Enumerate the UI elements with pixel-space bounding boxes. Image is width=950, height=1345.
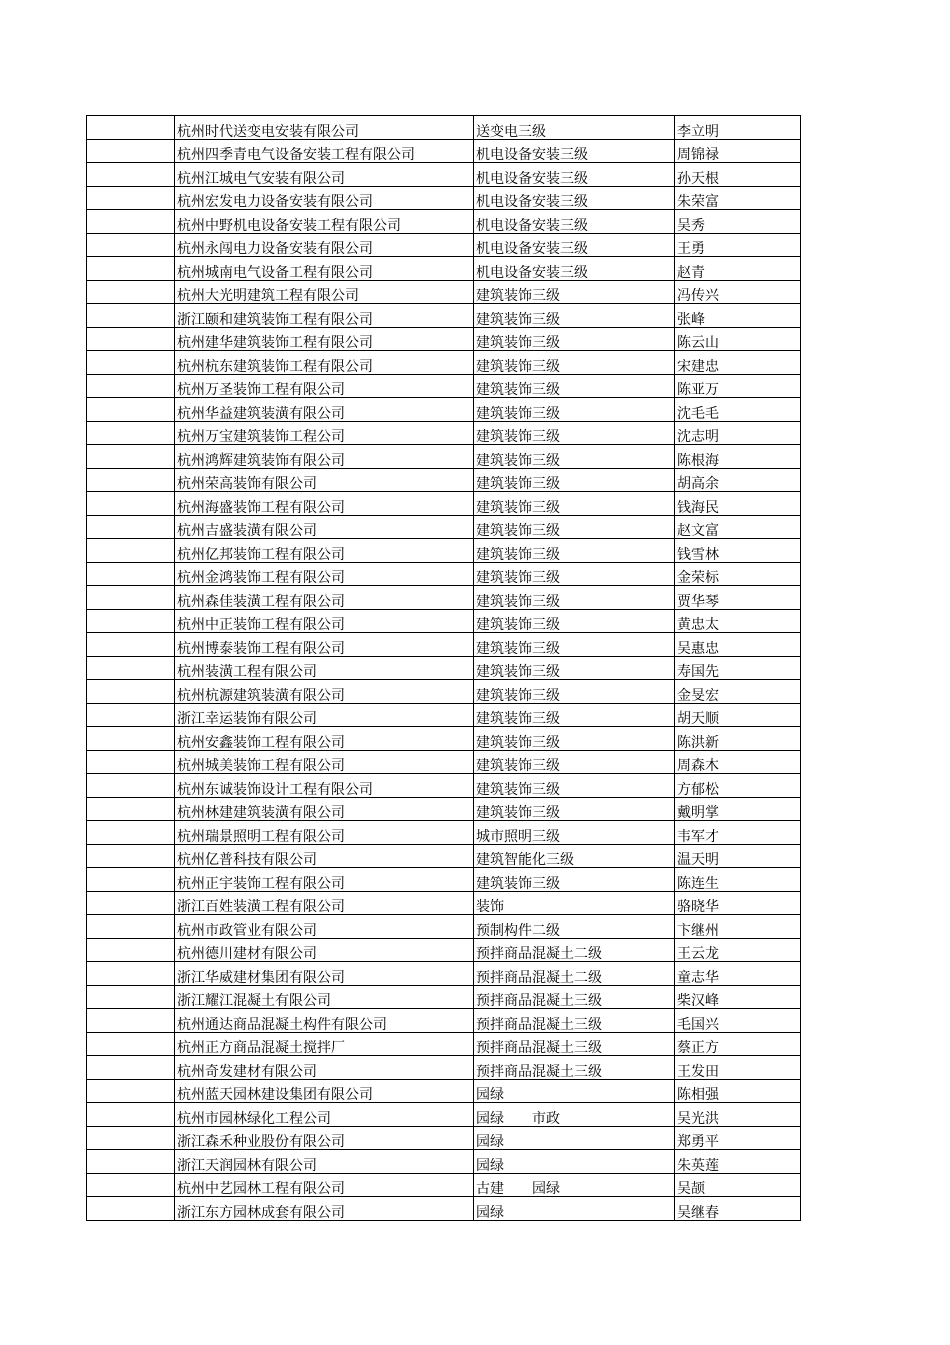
company-name-cell: 杭州博泰装饰工程有限公司 <box>175 633 474 657</box>
table-row <box>87 915 801 939</box>
qualification-cell: 预拌商品混凝土三级 <box>474 1032 675 1056</box>
table-row <box>87 374 801 398</box>
legal-representative-cell: 陈根海 <box>675 445 801 469</box>
qualification-cell: 建筑装饰三级 <box>474 774 675 798</box>
table-row <box>87 139 801 163</box>
table-row <box>87 492 801 516</box>
qualification-cell: 建筑装饰三级 <box>474 351 675 375</box>
row-index-cell <box>87 1197 175 1221</box>
row-index-cell <box>87 1032 175 1056</box>
qualification-cell: 建筑装饰三级 <box>474 421 675 445</box>
qualification-cell: 建筑装饰三级 <box>474 327 675 351</box>
legal-representative-cell: 童志华 <box>675 962 801 986</box>
legal-representative-cell: 冯传兴 <box>675 280 801 304</box>
company-name-cell: 杭州海盛装饰工程有限公司 <box>175 492 474 516</box>
legal-representative-cell: 钱雪林 <box>675 539 801 563</box>
legal-representative-cell: 张峰 <box>675 304 801 328</box>
company-name-cell: 浙江百姓装潢工程有限公司 <box>175 891 474 915</box>
company-name-cell: 杭州大光明建筑工程有限公司 <box>175 280 474 304</box>
legal-representative-cell: 金旻宏 <box>675 680 801 704</box>
legal-representative-cell: 吴光洪 <box>675 1103 801 1127</box>
row-index-cell <box>87 304 175 328</box>
qualification-cell: 园绿 市政 <box>474 1103 675 1127</box>
qualification-cell: 建筑装饰三级 <box>474 868 675 892</box>
company-name-cell: 杭州奇发建材有限公司 <box>175 1056 474 1080</box>
table-row <box>87 280 801 304</box>
qualification-cell: 预拌商品混凝土三级 <box>474 985 675 1009</box>
row-index-cell <box>87 680 175 704</box>
qualification-cell: 建筑装饰三级 <box>474 727 675 751</box>
qualification-cell: 建筑装饰三级 <box>474 680 675 704</box>
legal-representative-cell: 柴汉峰 <box>675 985 801 1009</box>
legal-representative-cell: 朱英莲 <box>675 1150 801 1174</box>
company-name-cell: 浙江华威建材集团有限公司 <box>175 962 474 986</box>
row-index-cell <box>87 468 175 492</box>
company-name-cell: 杭州城南电气设备工程有限公司 <box>175 257 474 281</box>
legal-representative-cell: 黄忠太 <box>675 609 801 633</box>
row-index-cell <box>87 492 175 516</box>
legal-representative-cell: 沈志明 <box>675 421 801 445</box>
row-index-cell <box>87 938 175 962</box>
table-row <box>87 1126 801 1150</box>
table-row <box>87 1056 801 1080</box>
row-index-cell <box>87 233 175 257</box>
company-name-cell: 杭州德川建材有限公司 <box>175 938 474 962</box>
legal-representative-cell: 郑勇平 <box>675 1126 801 1150</box>
table-row <box>87 539 801 563</box>
company-name-cell: 杭州正方商品混凝土搅拌厂 <box>175 1032 474 1056</box>
legal-representative-cell: 毛国兴 <box>675 1009 801 1033</box>
qualification-cell: 建筑装饰三级 <box>474 515 675 539</box>
legal-representative-cell: 王发田 <box>675 1056 801 1080</box>
legal-representative-cell: 温天明 <box>675 844 801 868</box>
legal-representative-cell: 吴颉 <box>675 1173 801 1197</box>
company-name-cell: 杭州正宇装饰工程有限公司 <box>175 868 474 892</box>
legal-representative-cell: 卞继州 <box>675 915 801 939</box>
table-row <box>87 1150 801 1174</box>
legal-representative-cell: 李立明 <box>675 116 801 140</box>
legal-representative-cell: 朱荣富 <box>675 186 801 210</box>
row-index-cell <box>87 186 175 210</box>
row-index-cell <box>87 1126 175 1150</box>
legal-representative-cell: 王勇 <box>675 233 801 257</box>
qualification-cell: 建筑装饰三级 <box>474 468 675 492</box>
company-name-cell: 杭州市政管业有限公司 <box>175 915 474 939</box>
qualification-cell: 建筑装饰三级 <box>474 374 675 398</box>
table-row <box>87 351 801 375</box>
company-name-cell: 杭州吉盛装潢有限公司 <box>175 515 474 539</box>
company-name-cell: 浙江天润园林有限公司 <box>175 1150 474 1174</box>
table-row <box>87 727 801 751</box>
row-index-cell <box>87 116 175 140</box>
company-name-cell: 杭州万宝建筑装饰工程公司 <box>175 421 474 445</box>
legal-representative-cell: 吴秀 <box>675 210 801 234</box>
qualification-cell: 预拌商品混凝土二级 <box>474 938 675 962</box>
legal-representative-cell: 钱海民 <box>675 492 801 516</box>
company-name-cell: 杭州荣高装饰有限公司 <box>175 468 474 492</box>
qualification-cell: 建筑装饰三级 <box>474 586 675 610</box>
table-row <box>87 1032 801 1056</box>
legal-representative-cell: 贾华琴 <box>675 586 801 610</box>
row-index-cell <box>87 445 175 469</box>
row-index-cell <box>87 1150 175 1174</box>
table-row <box>87 116 801 140</box>
qualification-cell: 机电设备安装三级 <box>474 186 675 210</box>
company-name-cell: 杭州蓝天园林建设集团有限公司 <box>175 1079 474 1103</box>
row-index-cell <box>87 868 175 892</box>
row-index-cell <box>87 327 175 351</box>
company-name-cell: 杭州杭源建筑装潢有限公司 <box>175 680 474 704</box>
row-index-cell <box>87 703 175 727</box>
company-name-cell: 杭州林建建筑装潢有限公司 <box>175 797 474 821</box>
legal-representative-cell: 陈相强 <box>675 1079 801 1103</box>
qualification-cell: 预拌商品混凝土三级 <box>474 1056 675 1080</box>
qualification-cell: 建筑装饰三级 <box>474 539 675 563</box>
table-row <box>87 750 801 774</box>
qualification-cell: 预拌商品混凝土二级 <box>474 962 675 986</box>
company-name-cell: 杭州亿普科技有限公司 <box>175 844 474 868</box>
row-index-cell <box>87 515 175 539</box>
row-index-cell <box>87 727 175 751</box>
legal-representative-cell: 骆晓华 <box>675 891 801 915</box>
table-row <box>87 1103 801 1127</box>
legal-representative-cell: 陈亚万 <box>675 374 801 398</box>
row-index-cell <box>87 1173 175 1197</box>
row-index-cell <box>87 562 175 586</box>
row-index-cell <box>87 915 175 939</box>
company-name-cell: 杭州建华建筑装饰工程有限公司 <box>175 327 474 351</box>
table-row <box>87 609 801 633</box>
qualification-cell: 装饰 <box>474 891 675 915</box>
row-index-cell <box>87 280 175 304</box>
table-row <box>87 210 801 234</box>
qualification-cell: 建筑装饰三级 <box>474 609 675 633</box>
table-row <box>87 515 801 539</box>
company-name-cell: 杭州森佳装潢工程有限公司 <box>175 586 474 610</box>
row-index-cell <box>87 962 175 986</box>
legal-representative-cell: 宋建忠 <box>675 351 801 375</box>
qualification-cell: 建筑装饰三级 <box>474 633 675 657</box>
legal-representative-cell: 陈连生 <box>675 868 801 892</box>
row-index-cell <box>87 1009 175 1033</box>
company-name-cell: 杭州四季青电气设备安装工程有限公司 <box>175 139 474 163</box>
legal-representative-cell: 赵文富 <box>675 515 801 539</box>
table-row <box>87 774 801 798</box>
legal-representative-cell: 金荣标 <box>675 562 801 586</box>
legal-representative-cell: 陈洪新 <box>675 727 801 751</box>
table-row <box>87 891 801 915</box>
company-name-cell: 浙江颐和建筑装饰工程有限公司 <box>175 304 474 328</box>
qualification-cell: 建筑智能化三级 <box>474 844 675 868</box>
table-row <box>87 821 801 845</box>
table-row <box>87 797 801 821</box>
company-name-cell: 浙江耀江混凝土有限公司 <box>175 985 474 1009</box>
row-index-cell <box>87 774 175 798</box>
table-row <box>87 844 801 868</box>
row-index-cell <box>87 891 175 915</box>
company-name-cell: 杭州中野机电设备安装工程有限公司 <box>175 210 474 234</box>
legal-representative-cell: 周锦禄 <box>675 139 801 163</box>
row-index-cell <box>87 163 175 187</box>
row-index-cell <box>87 586 175 610</box>
legal-representative-cell: 沈毛毛 <box>675 398 801 422</box>
qualification-cell: 古建 园绿 <box>474 1173 675 1197</box>
company-name-cell: 杭州宏发电力设备安装有限公司 <box>175 186 474 210</box>
table-row <box>87 562 801 586</box>
company-name-cell: 杭州万圣装饰工程有限公司 <box>175 374 474 398</box>
table-row <box>87 257 801 281</box>
qualification-cell: 城市照明三级 <box>474 821 675 845</box>
company-name-cell: 杭州江城电气安装有限公司 <box>175 163 474 187</box>
company-name-cell: 浙江森禾种业股份有限公司 <box>175 1126 474 1150</box>
row-index-cell <box>87 351 175 375</box>
company-name-cell: 杭州永闯电力设备安装有限公司 <box>175 233 474 257</box>
qualification-cell: 建筑装饰三级 <box>474 280 675 304</box>
row-index-cell <box>87 257 175 281</box>
qualification-cell: 机电设备安装三级 <box>474 163 675 187</box>
legal-representative-cell: 胡高余 <box>675 468 801 492</box>
legal-representative-cell: 吴惠忠 <box>675 633 801 657</box>
qualification-cell: 机电设备安装三级 <box>474 210 675 234</box>
qualification-cell: 建筑装饰三级 <box>474 304 675 328</box>
company-name-cell: 杭州杭东建筑装饰工程有限公司 <box>175 351 474 375</box>
legal-representative-cell: 吴继春 <box>675 1197 801 1221</box>
company-name-cell: 杭州中艺园林工程有限公司 <box>175 1173 474 1197</box>
company-name-cell: 杭州安鑫装饰工程有限公司 <box>175 727 474 751</box>
row-index-cell <box>87 609 175 633</box>
row-index-cell <box>87 821 175 845</box>
company-name-cell: 杭州城美装饰工程有限公司 <box>175 750 474 774</box>
table-row <box>87 962 801 986</box>
company-name-cell: 杭州通达商品混凝土构件有限公司 <box>175 1009 474 1033</box>
legal-representative-cell: 孙天根 <box>675 163 801 187</box>
qualification-cell: 园绿 <box>474 1126 675 1150</box>
qualification-cell: 建筑装饰三级 <box>474 562 675 586</box>
company-name-cell: 杭州装潢工程有限公司 <box>175 656 474 680</box>
legal-representative-cell: 周森木 <box>675 750 801 774</box>
qualification-cell: 送变电三级 <box>474 116 675 140</box>
table-row <box>87 186 801 210</box>
qualification-cell: 预制构件二级 <box>474 915 675 939</box>
row-index-cell <box>87 374 175 398</box>
row-index-cell <box>87 633 175 657</box>
table-row <box>87 938 801 962</box>
qualification-cell: 建筑装饰三级 <box>474 445 675 469</box>
qualification-cell: 园绿 <box>474 1079 675 1103</box>
company-name-cell: 杭州市园林绿化工程公司 <box>175 1103 474 1127</box>
row-index-cell <box>87 750 175 774</box>
table-row <box>87 703 801 727</box>
row-index-cell <box>87 985 175 1009</box>
row-index-cell <box>87 797 175 821</box>
table-row <box>87 398 801 422</box>
company-name-cell: 杭州亿邦装饰工程有限公司 <box>175 539 474 563</box>
row-index-cell <box>87 1056 175 1080</box>
legal-representative-cell: 寿国先 <box>675 656 801 680</box>
company-name-cell: 杭州时代送变电安装有限公司 <box>175 116 474 140</box>
legal-representative-cell: 赵青 <box>675 257 801 281</box>
table-row <box>87 868 801 892</box>
table-row <box>87 163 801 187</box>
row-index-cell <box>87 844 175 868</box>
qualification-cell: 建筑装饰三级 <box>474 398 675 422</box>
table-row <box>87 421 801 445</box>
qualification-cell: 建筑装饰三级 <box>474 492 675 516</box>
row-index-cell <box>87 656 175 680</box>
company-name-cell: 杭州东诚装饰设计工程有限公司 <box>175 774 474 798</box>
legal-representative-cell: 方郁松 <box>675 774 801 798</box>
company-name-cell: 浙江幸运装饰有限公司 <box>175 703 474 727</box>
table-row <box>87 656 801 680</box>
row-index-cell <box>87 421 175 445</box>
company-name-cell: 杭州金鸿装饰工程有限公司 <box>175 562 474 586</box>
qualification-cell: 机电设备安装三级 <box>474 233 675 257</box>
qualification-cell: 建筑装饰三级 <box>474 703 675 727</box>
legal-representative-cell: 胡天顺 <box>675 703 801 727</box>
table-row <box>87 633 801 657</box>
legal-representative-cell: 王云龙 <box>675 938 801 962</box>
qualification-cell: 建筑装饰三级 <box>474 656 675 680</box>
table-row <box>87 304 801 328</box>
row-index-cell <box>87 1103 175 1127</box>
row-index-cell <box>87 398 175 422</box>
table-row <box>87 1009 801 1033</box>
qualification-cell: 预拌商品混凝土三级 <box>474 1009 675 1033</box>
table-row <box>87 327 801 351</box>
table-row <box>87 985 801 1009</box>
table-row <box>87 586 801 610</box>
company-qualification-table <box>86 115 801 1221</box>
company-name-cell: 杭州中正装饰工程有限公司 <box>175 609 474 633</box>
table-row <box>87 445 801 469</box>
legal-representative-cell: 蔡正方 <box>675 1032 801 1056</box>
legal-representative-cell: 陈云山 <box>675 327 801 351</box>
table-row <box>87 1173 801 1197</box>
qualification-cell: 园绿 <box>474 1197 675 1221</box>
table-row <box>87 233 801 257</box>
qualification-cell: 建筑装饰三级 <box>474 797 675 821</box>
table-row <box>87 468 801 492</box>
table-row <box>87 1197 801 1221</box>
table-row <box>87 1079 801 1103</box>
legal-representative-cell: 戴明掌 <box>675 797 801 821</box>
table-row <box>87 680 801 704</box>
row-index-cell <box>87 539 175 563</box>
table-body <box>87 116 801 1221</box>
company-name-cell: 杭州瑞景照明工程有限公司 <box>175 821 474 845</box>
company-name-cell: 杭州华益建筑装潢有限公司 <box>175 398 474 422</box>
legal-representative-cell: 韦军才 <box>675 821 801 845</box>
qualification-cell: 机电设备安装三级 <box>474 139 675 163</box>
qualification-cell: 机电设备安装三级 <box>474 257 675 281</box>
company-name-cell: 浙江东方园林成套有限公司 <box>175 1197 474 1221</box>
row-index-cell <box>87 139 175 163</box>
company-name-cell: 杭州鸿辉建筑装饰有限公司 <box>175 445 474 469</box>
row-index-cell <box>87 210 175 234</box>
row-index-cell <box>87 1079 175 1103</box>
qualification-cell: 建筑装饰三级 <box>474 750 675 774</box>
qualification-cell: 园绿 <box>474 1150 675 1174</box>
